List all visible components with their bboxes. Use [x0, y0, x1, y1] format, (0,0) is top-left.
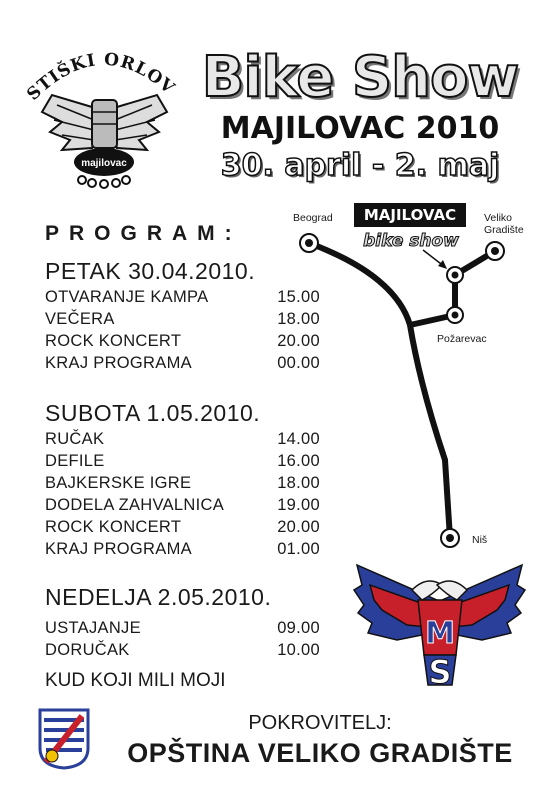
map-venue-sublabel: bike show	[363, 231, 459, 251]
schedule-item: RUČAK 14.00	[45, 430, 320, 448]
schedule-item: USTAJANJE 09.00	[45, 619, 320, 637]
sponsor-name: OPŠTINA VELIKO GRADIŠTE	[127, 738, 513, 768]
day-title-saturday: SUBOTA 1.05.2010.	[45, 400, 261, 426]
winged-fist-logo-icon	[22, 40, 187, 190]
program-note: KUD KOJI MILI MOJI	[45, 670, 226, 691]
city-beograd: Beograd	[293, 212, 333, 224]
pointer-arrow-icon	[423, 250, 447, 269]
schedule-item: VEČERA 18.00	[45, 310, 320, 328]
schedule-item: KRAJ PROGRAMA 00.00	[45, 354, 320, 372]
eagle-emblem	[352, 555, 527, 690]
event-subtitle: MAJILOVAC 2010	[220, 111, 500, 146]
schedule-saturday	[45, 428, 320, 560]
schedule-item: OTVARANJE KAMPA 15.00	[45, 288, 320, 306]
schedule-item: BAJKERSKE IGRE 18.00	[45, 474, 320, 492]
schedule-item: DEFILE 16.00	[45, 452, 320, 470]
schedule-item: KRAJ PROGRAMA 01.00	[45, 540, 320, 558]
schedule-item: DODELA ZAHVALNICA 19.00	[45, 496, 320, 514]
city-marker	[300, 234, 318, 252]
coat-of-arms-icon	[38, 708, 90, 770]
city-marker	[447, 267, 463, 283]
route-roads	[309, 243, 495, 538]
event-dates: 30. april - 2. maj	[220, 148, 500, 183]
schedule-item: DORUČAK 10.00	[45, 641, 320, 659]
municipality-crest	[38, 708, 90, 770]
schedule-friday	[45, 286, 320, 374]
sponsor-label: POKROVITELJ:	[248, 712, 392, 734]
city-nis: Niš	[472, 534, 488, 546]
svg-text:M: M	[425, 616, 455, 651]
club-logo	[22, 40, 187, 190]
day-title-sunday: NEDELJA 2.05.2010.	[45, 584, 272, 610]
svg-text:S: S	[428, 653, 452, 690]
schedule-item: ROCK KONCERT 20.00	[45, 518, 320, 536]
city-marker	[441, 529, 459, 547]
city-veliko-gradiste: Veliko Gradište	[484, 212, 524, 236]
logo-arch-text: STIŠKI ORLOV	[23, 49, 179, 105]
schedule-sunday	[45, 617, 320, 661]
program-heading: PROGRAM:	[45, 222, 242, 245]
city-pozarevac: Požarevac	[437, 333, 487, 345]
city-marker	[447, 307, 463, 323]
schedule-item: ROCK KONCERT 20.00	[45, 332, 320, 350]
day-title-friday: PETAK 30.04.2010.	[45, 258, 256, 284]
eagle-ms-emblem-icon	[352, 555, 527, 690]
event-title: Bike Show	[201, 45, 519, 110]
map-venue-label: MAJILOVAC	[354, 203, 466, 227]
logo-badge-text: majilovac	[81, 158, 127, 169]
city-marker	[486, 242, 504, 260]
